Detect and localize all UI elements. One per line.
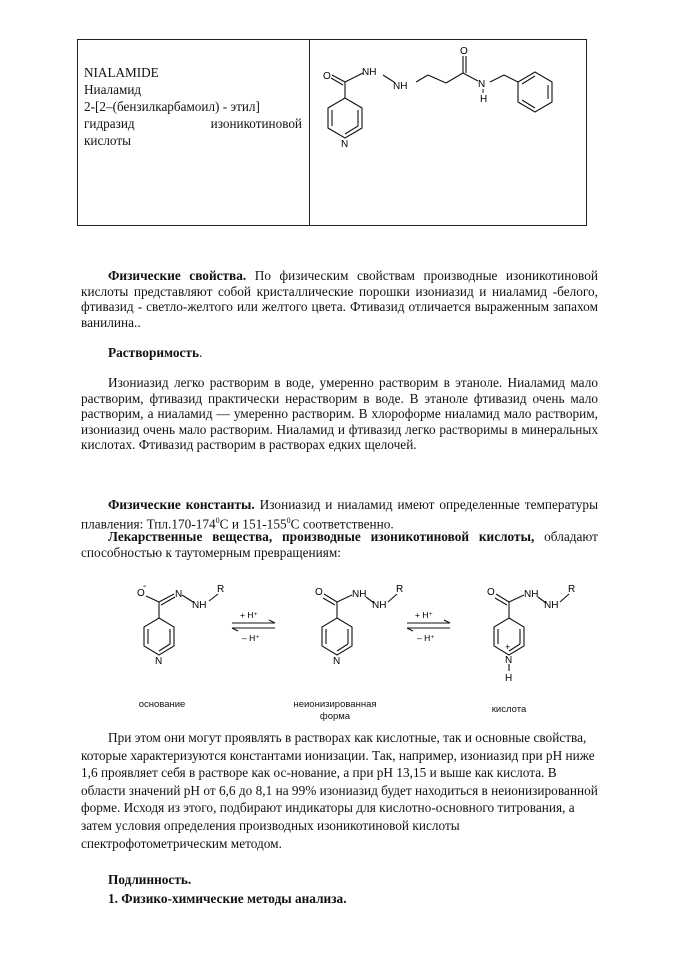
- authenticity-heading: Подлинность.: [108, 872, 192, 887]
- tautomer-paragraph: [81, 529, 598, 560]
- label-base: основание: [138, 699, 186, 710]
- name-russian: Ниаламид: [84, 82, 142, 97]
- arrow1-top-label: + H⁺: [240, 610, 258, 620]
- card-divider: [309, 40, 310, 225]
- tautomer-heading: Лекарственные вещества, производные изоникотиновой кислоты,: [108, 529, 535, 544]
- constants-paragraph: [81, 497, 598, 531]
- svg-text:N: N: [505, 655, 513, 666]
- svg-text:+: +: [505, 642, 511, 652]
- systematic-word-isonicotinic: изоникотиновой: [210, 116, 302, 131]
- systematic-name-line-2: [84, 115, 302, 132]
- svg-text:NH: NH: [524, 589, 539, 600]
- svg-text:N: N: [333, 656, 341, 667]
- ionization-paragraph: [81, 729, 598, 852]
- svg-text:NH: NH: [352, 589, 367, 600]
- physical-properties-paragraph: [81, 268, 598, 330]
- tautomer-text: обладают способностью к таутомерным превращениям:: [81, 529, 598, 560]
- svg-text:O: O: [323, 71, 331, 82]
- solubility-text: Изониазид легко растворим в воде, умеренно растворим в этаноле. Ниаламид мало растворим, фтивазид практически нерастворим в воде. В этаноле фтивазид очень мало растворим, а ниаламид — умеренно растворим. В хлороформе ниаламид мало растворим, изониазид очень мало растворим. Ниаламид и фтивазид легко растворимы в минеральных кислотах. Фтивазид растворим в растворах едких щелочей.: [81, 375, 598, 452]
- svg-text:O: O: [487, 587, 495, 598]
- label-neutral-line-1: неионизированная: [293, 699, 377, 710]
- svg-text:NH: NH: [544, 600, 559, 611]
- svg-text:H: H: [505, 673, 513, 684]
- name-latin: NIALAMIDE: [84, 65, 159, 80]
- label-neutral-line-2: форма: [319, 711, 351, 722]
- methods-subheading: 1. Физико-химические методы анализа.: [108, 890, 347, 906]
- systematic-word-hydrazide: гидразид: [84, 116, 135, 131]
- systematic-name-line-1: 2-[2–(бензилкарбамоил) - этил]: [84, 99, 260, 114]
- degree-sup-1: 0: [215, 515, 220, 525]
- physical-heading: Физические свойства.: [108, 268, 247, 283]
- svg-text:R: R: [396, 584, 404, 595]
- solubility-heading-row: [81, 345, 598, 361]
- constants-heading: Физические константы.: [108, 497, 255, 512]
- authenticity-section: [81, 872, 598, 906]
- degree-sup-2: 0: [286, 515, 291, 525]
- svg-text:R: R: [568, 584, 576, 595]
- svg-text:R: R: [217, 584, 225, 595]
- solubility-heading-dot: .: [199, 345, 203, 360]
- svg-text:O: O: [315, 587, 323, 598]
- constants-text-1: Изониазид и ниаламид имеют определенные температуры плавления: Тпл.170-174: [81, 497, 598, 531]
- svg-text:N: N: [341, 139, 349, 150]
- svg-text:N: N: [155, 656, 163, 667]
- constants-text-3: С соответственно.: [290, 515, 394, 531]
- arrow2-bottom-label: – H⁺: [417, 633, 435, 643]
- svg-text:N: N: [478, 79, 486, 90]
- svg-text:-: -: [143, 581, 147, 592]
- arrow1-bottom-label: – H⁺: [242, 633, 260, 643]
- nialamide-structure: [318, 42, 583, 182]
- label-acid: кислота: [491, 704, 527, 715]
- ionization-text: При этом они могут проявлять в растворах как кислотные, так и основные свойства, которые характеризуются константами ионизации. Так, например, изониазид при pH ниже 1,6 проявляет себя в растворе как ос-нование, а при pH 13,15 и выше как кислота. В области значений pH от 6,6 до 8,1 на 99% изониазид будет находиться в неионизированной форме. Исходя из этого, подбирают индикаторы для кислотно-основного титрования, а затем условия определения производных изоникотиновой кислоты спектрофотометрическим методом.: [81, 730, 598, 851]
- svg-text:NH: NH: [372, 600, 387, 611]
- svg-text:N: N: [175, 589, 183, 600]
- arrow2-top-label: + H⁺: [415, 610, 433, 620]
- physical-text: По физическим свойствам производные изоникотиновой кислоты представляют собой кристаллические порошки изониазид и ниаламид -белого, фтивазид - светло-желтого или желтого цвета. Фтивазид отличается выраженным запахом ванилина..: [81, 268, 598, 330]
- compound-names: [84, 64, 302, 149]
- svg-text:H: H: [480, 94, 488, 105]
- svg-text:NH: NH: [393, 81, 408, 92]
- compound-card: [77, 39, 587, 226]
- svg-text:NH: NH: [192, 600, 207, 611]
- constants-text-2: С и 151-155: [219, 515, 287, 531]
- svg-text:NH: NH: [362, 67, 377, 78]
- solubility-heading: Растворимость: [108, 345, 199, 360]
- systematic-name-line-3: кислоты: [84, 133, 131, 148]
- svg-text:O: O: [137, 588, 145, 599]
- solubility-paragraph: [81, 375, 598, 453]
- svg-text:O: O: [460, 46, 468, 57]
